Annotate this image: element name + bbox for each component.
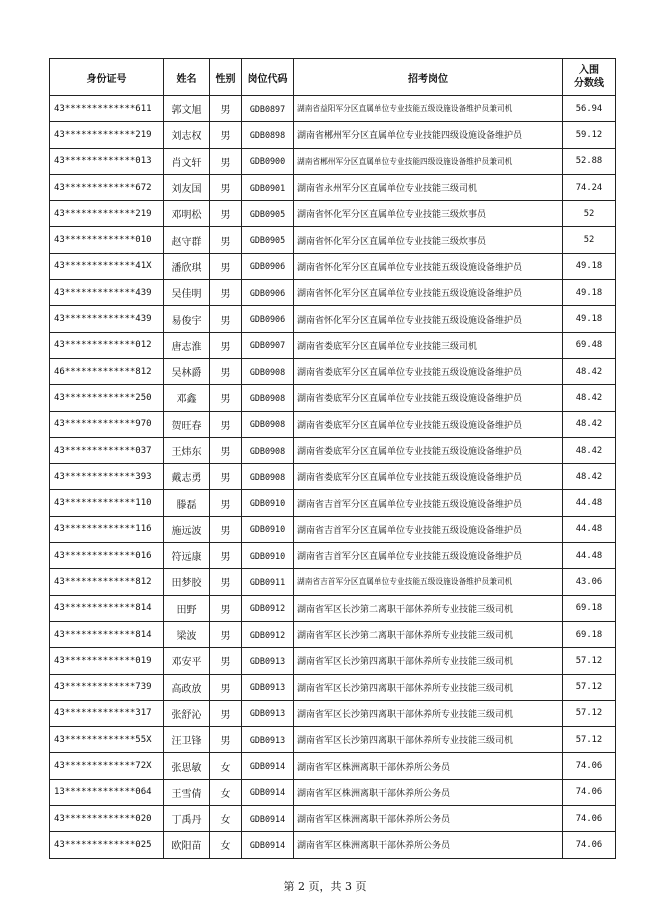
cell-position: 湖南省怀化军分区直属单位专业技能三级炊事员 [294, 201, 563, 227]
cell-position-code: GDB0914 [242, 832, 294, 858]
cell-score-line: 74.06 [563, 779, 616, 805]
cell-position-code: GDB0914 [242, 753, 294, 779]
cell-position: 湖南省军区长沙第四离职干部休养所专业技能三级司机 [294, 648, 563, 674]
cell-id-number: 43*************013 [50, 148, 164, 174]
cell-score-line: 69.48 [563, 332, 616, 358]
cell-name: 高政放 [164, 674, 210, 700]
cell-name: 易俊宇 [164, 306, 210, 332]
cell-position-code: GDB0912 [242, 621, 294, 647]
cell-id-number: 43*************010 [50, 227, 164, 253]
cell-id-number: 43*************439 [50, 280, 164, 306]
header-name: 姓名 [164, 59, 210, 96]
cell-position: 湖南省娄底军分区直属单位专业技能五级设施设备维护员 [294, 437, 563, 463]
cell-position: 湖南省军区长沙第二离职干部休养所专业技能三级司机 [294, 595, 563, 621]
cell-name: 滕磊 [164, 490, 210, 516]
cell-position-code: GDB0910 [242, 543, 294, 569]
cell-score-line: 69.18 [563, 621, 616, 647]
cell-position-code: GDB0897 [242, 96, 294, 122]
cell-sex: 男 [210, 227, 242, 253]
cell-id-number: 43*************016 [50, 543, 164, 569]
cell-score-line: 44.48 [563, 543, 616, 569]
cell-sex: 男 [210, 437, 242, 463]
table-row [50, 358, 616, 384]
cell-id-number: 43*************611 [50, 96, 164, 122]
cell-score-line: 43.06 [563, 569, 616, 595]
table-row [50, 569, 616, 595]
cell-name: 赵守群 [164, 227, 210, 253]
cell-position-code: GDB0913 [242, 727, 294, 753]
cell-id-number: 43*************019 [50, 648, 164, 674]
cell-position: 湖南省吉首军分区直属单位专业技能五级设施设备维护员 [294, 490, 563, 516]
cell-position-code: GDB0911 [242, 569, 294, 595]
table-row [50, 96, 616, 122]
cell-score-line: 52 [563, 201, 616, 227]
cell-position: 湖南省怀化军分区直属单位专业技能五级设施设备维护员 [294, 306, 563, 332]
cell-id-number: 43*************814 [50, 595, 164, 621]
table-row [50, 516, 616, 542]
cell-position-code: GDB0898 [242, 122, 294, 148]
cell-position: 湖南省郴州军分区直属单位专业技能四级设施设备维护员兼司机 [294, 148, 563, 174]
cell-score-line: 44.48 [563, 516, 616, 542]
cell-score-line: 49.18 [563, 253, 616, 279]
cell-position-code: GDB0914 [242, 779, 294, 805]
cell-position-code: GDB0910 [242, 516, 294, 542]
table-row [50, 385, 616, 411]
cell-name: 欧阳苗 [164, 832, 210, 858]
cell-position-code: GDB0901 [242, 174, 294, 200]
table-row [50, 543, 616, 569]
table-row [50, 832, 616, 858]
cell-sex: 女 [210, 753, 242, 779]
cell-position-code: GDB0906 [242, 306, 294, 332]
table-row [50, 201, 616, 227]
table-row [50, 148, 616, 174]
cell-position-code: GDB0908 [242, 385, 294, 411]
cell-sex: 男 [210, 674, 242, 700]
candidate-table [49, 58, 616, 859]
page-number: 第 2 页，共 3 页 [283, 880, 367, 893]
cell-id-number: 46*************812 [50, 358, 164, 384]
cell-sex: 男 [210, 490, 242, 516]
cell-sex: 男 [210, 174, 242, 200]
cell-name: 刘友国 [164, 174, 210, 200]
cell-position: 湖南省娄底军分区直属单位专业技能五级设施设备维护员 [294, 411, 563, 437]
table-row [50, 595, 616, 621]
cell-name: 符远康 [164, 543, 210, 569]
cell-score-line: 49.18 [563, 280, 616, 306]
cell-score-line: 52.88 [563, 148, 616, 174]
cell-sex: 男 [210, 148, 242, 174]
cell-sex: 男 [210, 253, 242, 279]
cell-score-line: 57.12 [563, 674, 616, 700]
cell-position-code: GDB0908 [242, 358, 294, 384]
cell-position: 湖南省永州军分区直属单位专业技能三级司机 [294, 174, 563, 200]
table-row [50, 674, 616, 700]
cell-score-line: 74.06 [563, 753, 616, 779]
header-id-number: 身份证号 [50, 59, 164, 96]
cell-id-number: 43*************814 [50, 621, 164, 647]
cell-name: 田野 [164, 595, 210, 621]
cell-sex: 男 [210, 569, 242, 595]
table-row [50, 253, 616, 279]
cell-position: 湖南省吉首军分区直属单位专业技能五级设施设备维护员兼司机 [294, 569, 563, 595]
cell-position: 湖南省娄底军分区直属单位专业技能三级司机 [294, 332, 563, 358]
cell-score-line: 56.94 [563, 96, 616, 122]
cell-position-code: GDB0912 [242, 595, 294, 621]
cell-position: 湖南省军区长沙第四离职干部休养所专业技能三级司机 [294, 727, 563, 753]
cell-id-number: 43*************439 [50, 306, 164, 332]
table-row [50, 648, 616, 674]
cell-name: 贺旺春 [164, 411, 210, 437]
cell-position-code: GDB0905 [242, 227, 294, 253]
cell-name: 吴林爵 [164, 358, 210, 384]
header-position-code: 岗位代码 [242, 59, 294, 96]
cell-sex: 男 [210, 332, 242, 358]
cell-sex: 男 [210, 122, 242, 148]
cell-id-number: 43*************393 [50, 464, 164, 490]
table-row [50, 411, 616, 437]
cell-name: 邓安平 [164, 648, 210, 674]
cell-id-number: 43*************72X [50, 753, 164, 779]
cell-position-code: GDB0913 [242, 674, 294, 700]
cell-name: 汪卫锋 [164, 727, 210, 753]
cell-score-line: 74.24 [563, 174, 616, 200]
cell-position: 湖南省军区株洲离职干部休养所公务员 [294, 779, 563, 805]
cell-sex: 男 [210, 516, 242, 542]
cell-name: 王雪倩 [164, 779, 210, 805]
cell-id-number: 43*************025 [50, 832, 164, 858]
cell-position-code: GDB0908 [242, 464, 294, 490]
cell-position-code: GDB0906 [242, 253, 294, 279]
cell-sex: 男 [210, 595, 242, 621]
cell-position: 湖南省娄底军分区直属单位专业技能五级设施设备维护员 [294, 464, 563, 490]
cell-name: 王炜东 [164, 437, 210, 463]
cell-score-line: 57.12 [563, 648, 616, 674]
cell-id-number: 43*************219 [50, 201, 164, 227]
table-row [50, 490, 616, 516]
cell-name: 梁波 [164, 621, 210, 647]
cell-sex: 男 [210, 411, 242, 437]
cell-name: 张思敏 [164, 753, 210, 779]
cell-position-code: GDB0905 [242, 201, 294, 227]
cell-id-number: 43*************219 [50, 122, 164, 148]
cell-sex: 男 [210, 700, 242, 726]
table-row [50, 332, 616, 358]
cell-score-line: 57.12 [563, 700, 616, 726]
cell-sex: 男 [210, 464, 242, 490]
table-header-row [50, 59, 616, 96]
cell-name: 邓明松 [164, 201, 210, 227]
cell-position: 湖南省军区长沙第二离职干部休养所专业技能三级司机 [294, 621, 563, 647]
cell-position: 湖南省军区株洲离职干部休养所公务员 [294, 806, 563, 832]
table-row [50, 727, 616, 753]
cell-sex: 男 [210, 543, 242, 569]
cell-position: 湖南省吉首军分区直属单位专业技能五级设施设备维护员 [294, 543, 563, 569]
cell-position-code: GDB0913 [242, 648, 294, 674]
cell-sex: 男 [210, 358, 242, 384]
cell-position: 湖南省军区株洲离职干部休养所公务员 [294, 753, 563, 779]
cell-position: 湖南省益阳军分区直属单位专业技能五级设施设备维护员兼司机 [294, 96, 563, 122]
cell-score-line: 49.18 [563, 306, 616, 332]
cell-id-number: 43*************116 [50, 516, 164, 542]
cell-score-line: 59.12 [563, 122, 616, 148]
table-row [50, 174, 616, 200]
cell-id-number: 43*************012 [50, 332, 164, 358]
cell-score-line: 48.42 [563, 358, 616, 384]
cell-position: 湖南省郴州军分区直属单位专业技能四级设施设备维护员 [294, 122, 563, 148]
cell-name: 吴佳明 [164, 280, 210, 306]
cell-sex: 男 [210, 306, 242, 332]
cell-id-number: 43*************020 [50, 806, 164, 832]
cell-name: 田梦胶 [164, 569, 210, 595]
table-row [50, 779, 616, 805]
cell-sex: 女 [210, 806, 242, 832]
cell-sex: 男 [210, 201, 242, 227]
cell-name: 戴志勇 [164, 464, 210, 490]
table-row [50, 306, 616, 332]
header-sex: 性别 [210, 59, 242, 96]
table-row [50, 753, 616, 779]
table-row [50, 280, 616, 306]
cell-score-line: 52 [563, 227, 616, 253]
cell-position: 湖南省娄底军分区直属单位专业技能五级设施设备维护员 [294, 358, 563, 384]
cell-id-number: 43*************317 [50, 700, 164, 726]
cell-sex: 男 [210, 648, 242, 674]
cell-id-number: 43*************55X [50, 727, 164, 753]
cell-name: 张舒沁 [164, 700, 210, 726]
cell-name: 施远波 [164, 516, 210, 542]
cell-id-number: 13*************064 [50, 779, 164, 805]
cell-score-line: 74.06 [563, 832, 616, 858]
cell-name: 刘志权 [164, 122, 210, 148]
cell-score-line: 48.42 [563, 437, 616, 463]
cell-score-line: 48.42 [563, 464, 616, 490]
table-row [50, 621, 616, 647]
cell-position-code: GDB0907 [242, 332, 294, 358]
cell-name: 唐志淮 [164, 332, 210, 358]
cell-id-number: 43*************250 [50, 385, 164, 411]
cell-score-line: 44.48 [563, 490, 616, 516]
cell-score-line: 57.12 [563, 727, 616, 753]
cell-id-number: 43*************970 [50, 411, 164, 437]
cell-score-line: 48.42 [563, 385, 616, 411]
header-score-line-2: 分数线 [574, 78, 604, 89]
cell-position: 湖南省怀化军分区直属单位专业技能五级设施设备维护员 [294, 280, 563, 306]
cell-name: 郭文旭 [164, 96, 210, 122]
cell-position-code: GDB0908 [242, 411, 294, 437]
cell-score-line: 74.06 [563, 806, 616, 832]
cell-position-code: GDB0900 [242, 148, 294, 174]
cell-sex: 男 [210, 96, 242, 122]
cell-position-code: GDB0914 [242, 806, 294, 832]
cell-score-line: 48.42 [563, 411, 616, 437]
cell-position: 湖南省军区株洲离职干部休养所公务员 [294, 832, 563, 858]
cell-id-number: 43*************037 [50, 437, 164, 463]
cell-sex: 男 [210, 621, 242, 647]
cell-sex: 男 [210, 385, 242, 411]
cell-position: 湖南省怀化军分区直属单位专业技能五级设施设备维护员 [294, 253, 563, 279]
cell-name: 潘欣琪 [164, 253, 210, 279]
cell-position-code: GDB0910 [242, 490, 294, 516]
cell-position: 湖南省军区长沙第四离职干部休养所专业技能三级司机 [294, 674, 563, 700]
cell-id-number: 43*************739 [50, 674, 164, 700]
cell-position-code: GDB0906 [242, 280, 294, 306]
cell-sex: 女 [210, 779, 242, 805]
cell-position-code: GDB0908 [242, 437, 294, 463]
cell-name: 邓鑫 [164, 385, 210, 411]
table-body [50, 96, 616, 859]
table-row [50, 122, 616, 148]
cell-position: 湖南省吉首军分区直属单位专业技能五级设施设备维护员 [294, 516, 563, 542]
table-row [50, 437, 616, 463]
cell-name: 丁禹丹 [164, 806, 210, 832]
cell-sex: 女 [210, 832, 242, 858]
cell-position: 湖南省怀化军分区直属单位专业技能三级炊事员 [294, 227, 563, 253]
header-score-line-1: 入围 [579, 65, 599, 76]
cell-sex: 男 [210, 280, 242, 306]
table-row [50, 227, 616, 253]
cell-position: 湖南省娄底军分区直属单位专业技能五级设施设备维护员 [294, 385, 563, 411]
cell-id-number: 43*************672 [50, 174, 164, 200]
cell-position: 湖南省军区长沙第四离职干部休养所专业技能三级司机 [294, 700, 563, 726]
cell-position-code: GDB0913 [242, 700, 294, 726]
table-row [50, 700, 616, 726]
cell-id-number: 43*************812 [50, 569, 164, 595]
cell-name: 肖文轩 [164, 148, 210, 174]
table-row [50, 806, 616, 832]
cell-sex: 男 [210, 727, 242, 753]
cell-id-number: 43*************110 [50, 490, 164, 516]
cell-score-line: 69.18 [563, 595, 616, 621]
table-row [50, 464, 616, 490]
cell-id-number: 43*************41X [50, 253, 164, 279]
header-position: 招考岗位 [294, 59, 563, 96]
header-score-line [563, 59, 616, 96]
